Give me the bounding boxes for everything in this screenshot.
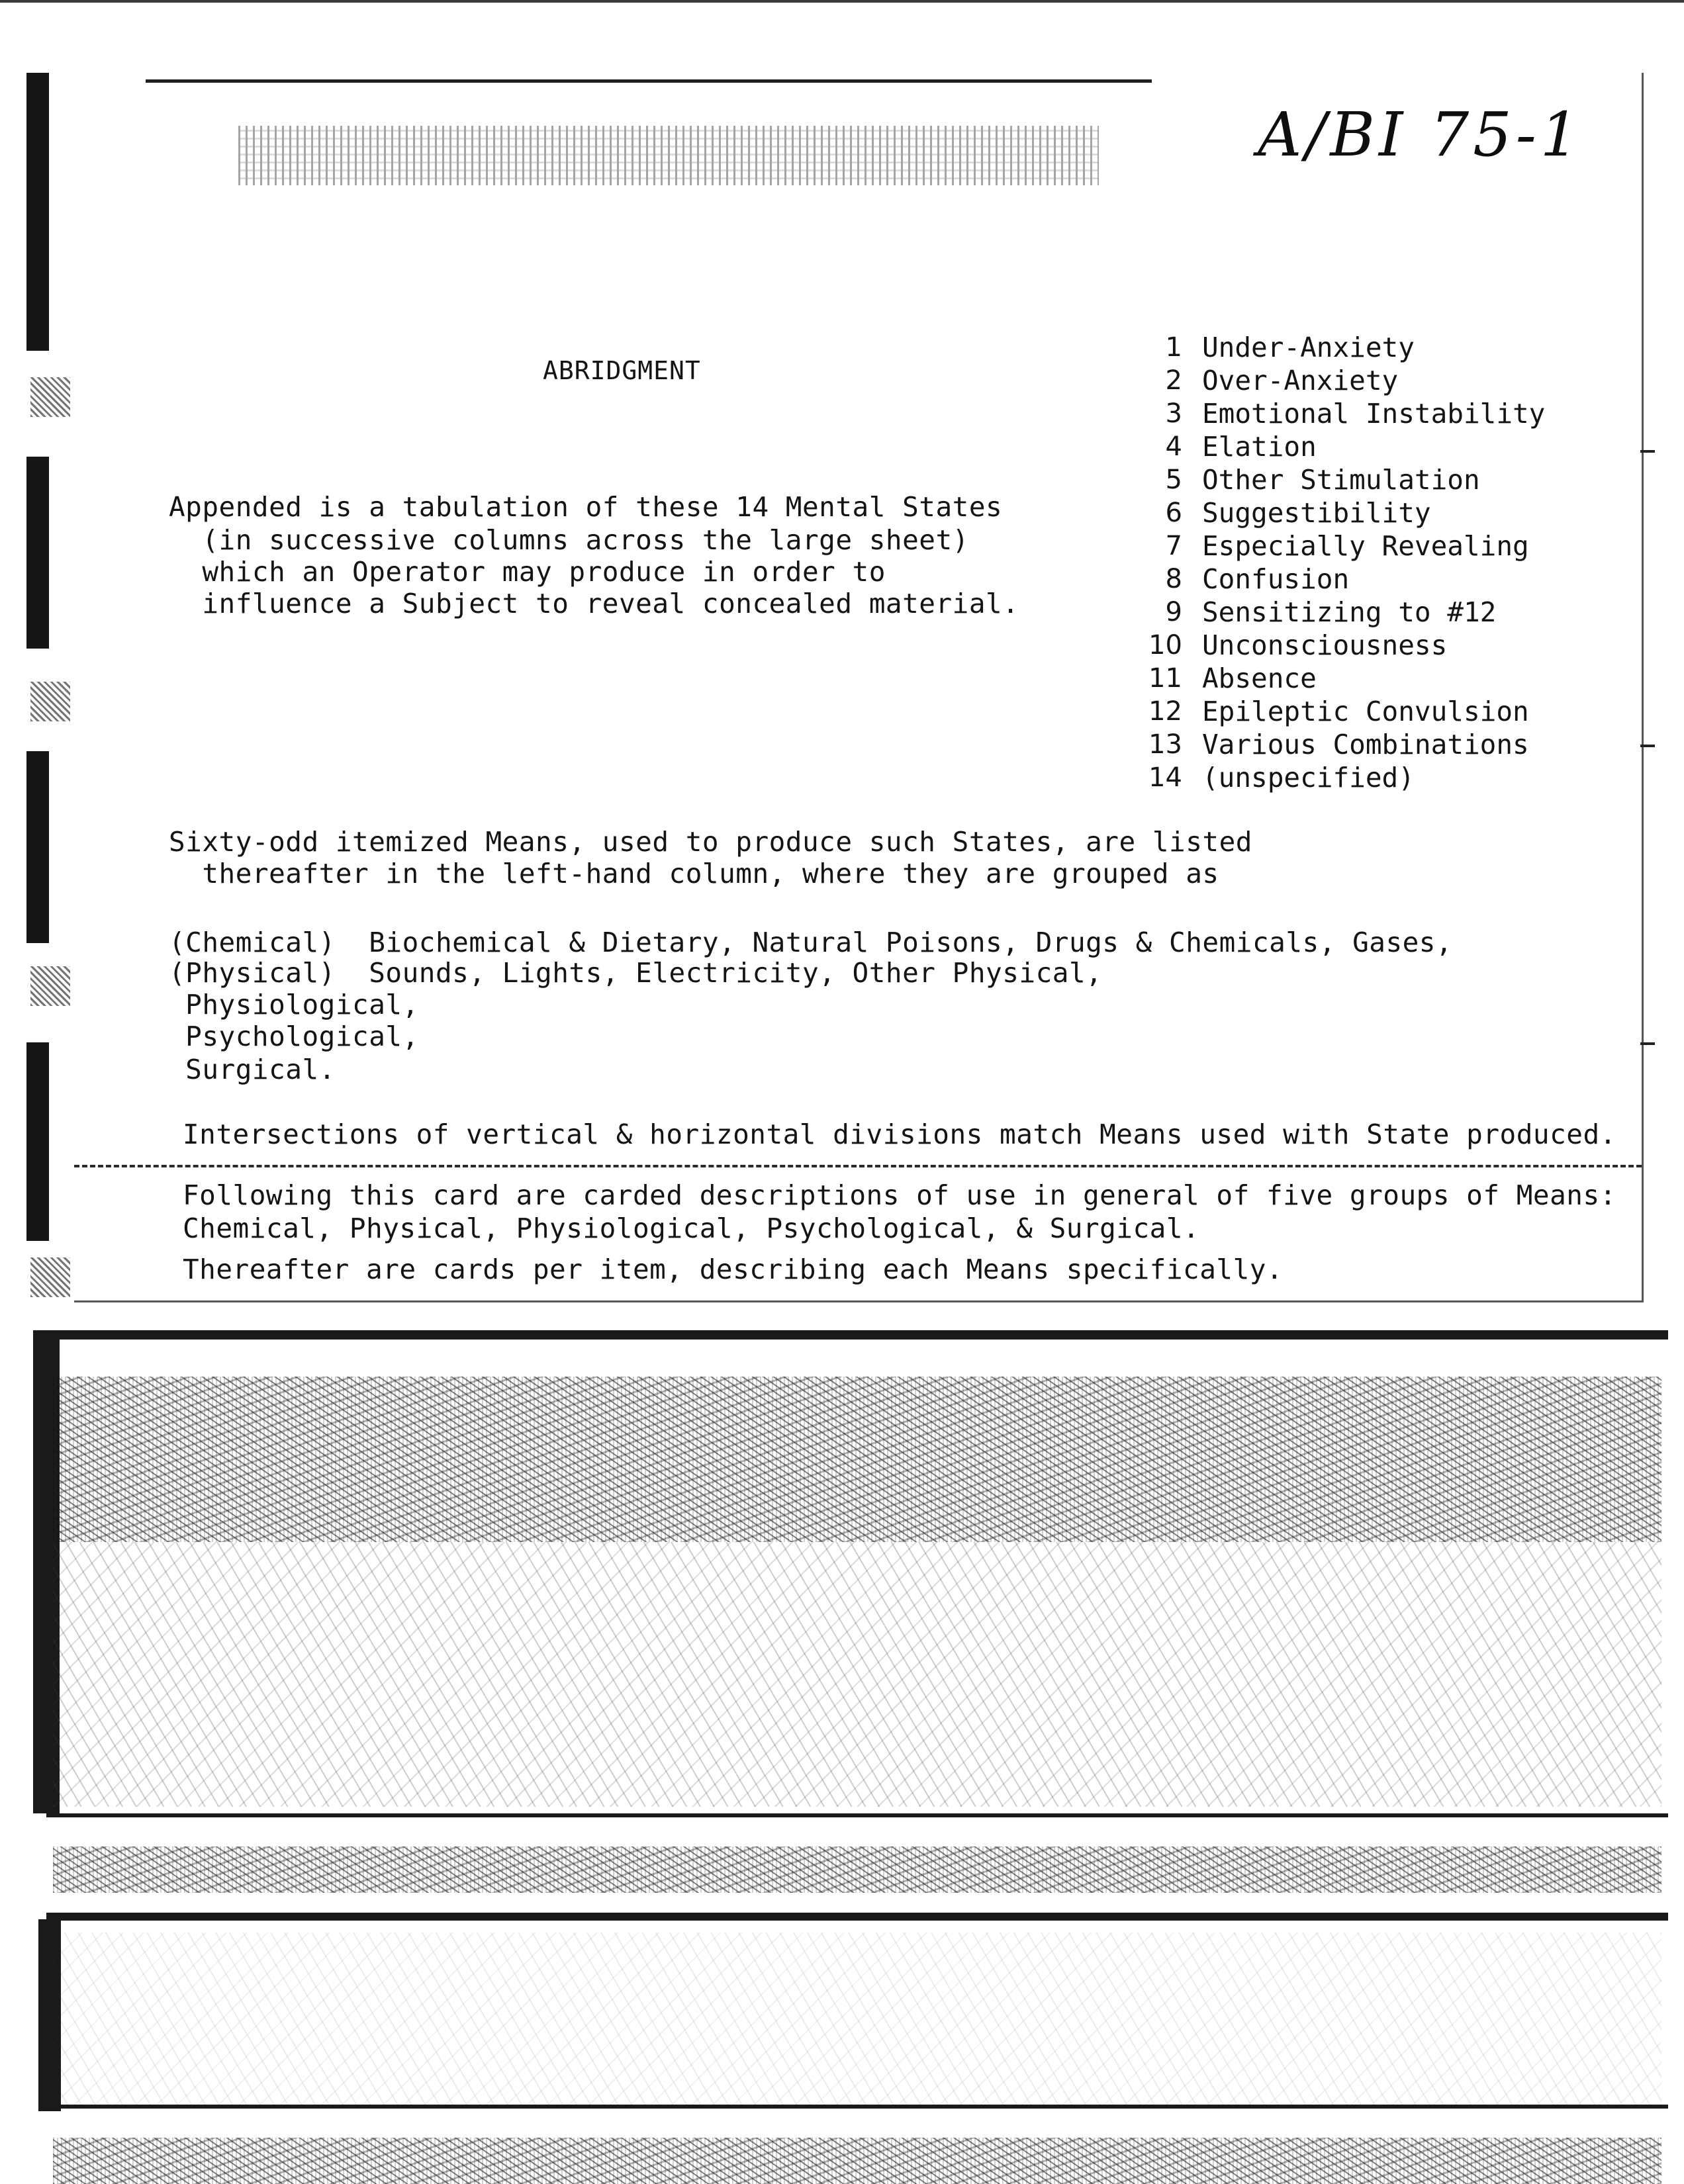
scan-band — [46, 1330, 1668, 1340]
state-number: 14 — [1148, 762, 1182, 793]
state-item — [1139, 761, 1545, 794]
left-edge-speck — [30, 966, 70, 1006]
scan-band — [46, 1913, 1668, 1921]
group-line: (Chemical) Biochemical & Dietary, Natural Poisons, Drugs & Chemicals, Gases, — [169, 927, 1453, 958]
following-line: Following this card are carded descriptions of use in general of five groups of Means: — [183, 1179, 1616, 1211]
state-label: (unspecified) — [1202, 762, 1415, 794]
state-number: 7 — [1165, 531, 1182, 561]
means-intro-line: thereafter in the left-hand column, where they are grouped as — [169, 858, 1219, 889]
handwritten-id: A/BI 75-1 — [1258, 99, 1583, 170]
state-label: Emotional Instability — [1202, 398, 1546, 430]
state-label: Other Stimulation — [1202, 464, 1480, 496]
left-edge-speck — [30, 1257, 70, 1297]
state-label: Sensitizing to #12 — [1202, 596, 1497, 628]
state-item — [1139, 529, 1545, 563]
mental-states-list — [1139, 331, 1545, 794]
state-item — [1139, 728, 1545, 761]
state-number: 11 — [1148, 663, 1182, 694]
state-item — [1139, 695, 1545, 728]
header-scan-noise — [238, 126, 1099, 185]
state-number: 9 — [1165, 597, 1182, 627]
scan-noise-dense — [53, 1377, 1661, 1542]
page-title: ABRIDGMENT — [543, 356, 701, 385]
state-item — [1139, 364, 1545, 397]
right-edge-tick — [1640, 450, 1655, 453]
state-label: Various Combinations — [1202, 729, 1529, 760]
left-edge-bar — [26, 751, 49, 943]
intro-line: which an Operator may produce in order to — [169, 556, 886, 588]
state-number: 2 — [1165, 365, 1182, 396]
intersections-line: Intersections of vertical & horizontal divisions match Means used with State produced. — [183, 1118, 1616, 1150]
scan-band — [46, 1813, 1668, 1817]
state-item — [1139, 629, 1545, 662]
scan-noise-dense — [53, 2138, 1661, 2184]
left-edge-bar — [26, 457, 49, 649]
state-label: Epileptic Convulsion — [1202, 696, 1529, 727]
scan-noise-dense — [53, 1846, 1661, 1893]
state-label: Suggestibility — [1202, 497, 1431, 529]
state-number: 13 — [1148, 729, 1182, 760]
page-top-rule — [0, 0, 1684, 3]
state-number: 3 — [1165, 398, 1182, 429]
state-item — [1139, 463, 1545, 496]
state-item — [1139, 563, 1545, 596]
state-label: Over-Anxiety — [1202, 365, 1399, 396]
dashed-divider — [74, 1165, 1642, 1167]
state-number: 12 — [1148, 696, 1182, 727]
left-edge-bar — [26, 73, 49, 351]
state-label: Under-Anxiety — [1202, 332, 1415, 363]
state-label: Unconsciousness — [1202, 629, 1448, 661]
state-number: 4 — [1165, 432, 1182, 462]
scan-band — [46, 2105, 1668, 2109]
state-number: 8 — [1165, 564, 1182, 594]
intro-line: Appended is a tabulation of these 14 Mental States — [169, 491, 1003, 523]
state-item — [1139, 397, 1545, 430]
left-edge-bar — [26, 1042, 49, 1241]
state-item — [1139, 596, 1545, 629]
state-item — [1139, 662, 1545, 695]
thereafter-line: Thereafter are cards per item, describing each Means specifically. — [183, 1253, 1284, 1285]
scan-noise-light — [53, 1542, 1661, 1807]
right-edge-tick — [1640, 745, 1655, 747]
left-edge-speck — [30, 682, 70, 721]
state-label: Absence — [1202, 662, 1317, 694]
state-number: 10 — [1148, 630, 1182, 660]
state-number: 1 — [1165, 332, 1182, 363]
right-edge-tick — [1640, 1042, 1655, 1045]
group-line: Psychological, — [169, 1021, 419, 1052]
card-top-rule — [146, 79, 1152, 83]
state-label: Confusion — [1202, 563, 1350, 595]
means-intro-line: Sixty-odd itemized Means, used to produce such States, are listed — [169, 826, 1252, 858]
following-line: Chemical, Physical, Physiological, Psychological, & Surgical. — [183, 1212, 1200, 1244]
state-item — [1139, 430, 1545, 463]
group-line: (Physical) Sounds, Lights, Electricity, Other Physical, — [169, 957, 1103, 989]
state-number: 6 — [1165, 498, 1182, 528]
intro-line: influence a Subject to reveal concealed material. — [169, 588, 1019, 619]
state-item — [1139, 331, 1545, 364]
scan-noise-light — [53, 1933, 1661, 2105]
state-label: Especially Revealing — [1202, 530, 1529, 562]
state-label: Elation — [1202, 431, 1317, 463]
group-line: Physiological, — [169, 989, 419, 1021]
state-item — [1139, 496, 1545, 529]
left-edge-speck — [30, 377, 70, 417]
intro-line: (in successive columns across the large sheet) — [169, 524, 969, 556]
state-number: 5 — [1165, 465, 1182, 495]
group-line: Surgical. — [169, 1054, 336, 1085]
